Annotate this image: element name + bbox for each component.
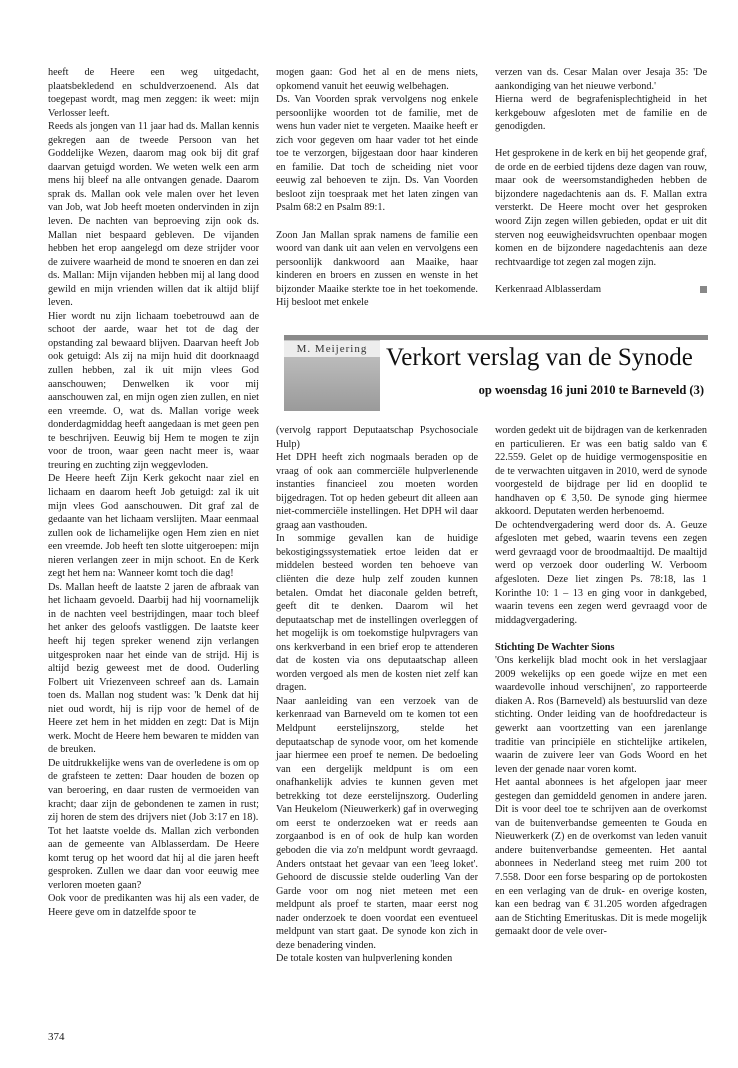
paragraph: Ds. Van Voorden sprak vervolgens nog enkele persoonlijke woorden tot de familie, met de wens hun vader niet te vergeten. Maaike heeft er zich voor gegeven om haar vader tot het einde toe te verzorgen, bijgestaan door haar kinderen en familie. Dat toch de scheiding niet voor eeuwig zal behoeven te zijn. Ds. Van Voorden besloot zijn toespraak met het laten zingen van Psalm 68:2 en Psalm 89:1. bbox=[276, 94, 478, 214]
author-name: M. Meijering bbox=[284, 341, 380, 357]
paragraph: Hierna werd de begrafenisplechtigheid in het kerkgebouw afgesloten met de familie en de genodigden. bbox=[495, 94, 707, 133]
article-title: Verkort verslag van de Synode bbox=[386, 344, 693, 371]
paragraph: In sommige gevallen kan de huidige bekostigingssystematiek ertoe leiden dat er middelen besteed worden ten behoeve van cliënten die deze hulp zelf zouden kunnen betalen. Omdat het diaconale gelden betreft, geeft dit te denken. Daarom wil het deputaatschap met de instellingen overleggen of het mogelijk is om toekomstige hulpvragers van ons kerkverband in een brief erop te attenderen dat de kosten via ons deputaatschap alleen worden vergoed als men de kosten niet zelf kan dragen. bbox=[276, 533, 478, 694]
paragraph: Hier wordt nu zijn lichaam toebetrouwd aan de schoot der aarde, waar het tot de dag der opstanding zal bewaard blijven. Daarvan heeft Job ook getuigd: Als zij na mijn huid dit doorknaagd zullen hebben, zal ik uit mijn vlees God aanschouwen; Denwelken ik voor mij aanschouwen zal, en mijn ogen zien zullen, en niet een vreemde. O, wat ds. Mallan vorige week donderdagmiddag heeft aangedaan is met geen pen te beschrijven. Eeuwig bij Hem te mogen te zijn voor de troon, waar geen nacht meer is, waar treuring en zuchting zijn weggevloden. bbox=[48, 310, 259, 471]
paragraph: mogen gaan: God het al en de mens niets, opkomend vanuit het eeuwig welbehagen. bbox=[276, 67, 478, 92]
paragraph: De Heere heeft Zijn Kerk gekocht naar ziel en lichaam en daarom heeft Job getuigd: zal ik uit mijn vlees God aanschouwen. Dit graf zal de gedaante van het lichaam verslijten. Maar eenmaal zullen ook de lichamelijke ogen Hem zien en niet een vreemde. Job heeft ten slotte uitgeroepen: mijn nieren verlangen zeer in mijn schoot. En de Kerk zegt het hem na: Wanneer komt toch die dag! bbox=[48, 473, 259, 580]
article-column-2 bbox=[276, 66, 478, 310]
signature-text: Kerkenraad Alblasserdam bbox=[495, 283, 602, 295]
article-header bbox=[284, 335, 708, 413]
paragraph: worden gedekt uit de bijdragen van de kerkenraden en particulieren. Er was een batig saldo van € 22.559. Gelet op de huidige vermogenspositie en de te verwachten uitgaven in 2010, werd de synode voorgesteld de bijdrage per lid en dooplid te handhaven op € 3,50. De synode ging hiermee akkoord. Deputaten werden herbenoemd. bbox=[495, 425, 707, 518]
paragraph: Ook voor de predikanten was hij als een vader, de Heere geve om in datzelfde spoor te bbox=[48, 893, 259, 918]
paragraph: De ochtendvergadering werd door ds. A. Geuze afgesloten met gebed, waarin tevens een zegen werd gevraagd voor de broodmaaltijd. De maaltijd werd op verzoek door ouderling W. Verboom afgesloten. Deze liet zingen Ps. 78:18, las 1 Korinthe 10: 1 – 13 en ging voor in dankgebed, waarin tevens een zegen werd gevraagd voor de middagvergadering. bbox=[495, 519, 707, 626]
paragraph: De totale kosten van hulpverlening konden bbox=[276, 953, 453, 965]
paragraph: De uitdrukkelijke wens van de overledene is om op de grafsteen te zetten: Daar houden de bozen op van beroering, en daar rusten de vermoeiden van kracht; daar zijn de gebondenen te zamen in rust; zij horen de stem des drijvers niet (Job 3:17 en 18). bbox=[48, 757, 259, 824]
paragraph: heeft de Heere een weg uitgedacht, plaatsbekledend en schuldverzoenend. Als dat toegepast wordt, mag men zeggen: ik weet: mijn Verlosser leeft. bbox=[48, 67, 259, 119]
paragraph: 'Ons kerkelijk blad mocht ook in het verslagjaar 2009 wekelijks op een goede wijze en met een waardevolle inhoud verschijnen', zo rapporteerde diaken A. Ros (Barneveld) als bestuurslid van deze stichting. Onder leiding van de hoofdredacteur is gewerkt aan voortzetting van een jarenlange traditie van principiële en stichtelijke artikelen, waarin de zuivere leer van Gods Woord en het leven der genade naar voren komt. bbox=[495, 655, 707, 775]
article-column-5 bbox=[495, 424, 707, 939]
paragraph: Tot het laatste voelde ds. Mallan zich verbonden aan de gemeente van Alblasserdam. De Heere komt terug op het woord dat hij al die jaren heeft gesproken. Zullen we daar dan voor eeuwig mee verloren moeten gaan? bbox=[48, 825, 259, 891]
section-heading: Stichting De Wachter Sions bbox=[495, 641, 615, 653]
page-number: 374 bbox=[48, 1031, 65, 1043]
paragraph: Zoon Jan Mallan sprak namens de familie een woord van dank uit aan velen en vervolgens een persoonlijk dankwoord aan Maaike, haar kinderen en broers en zussen en wenste in het bijzonder Maaike sterkte toe in het toekomende. Hij besloot met enkele bbox=[276, 229, 478, 309]
paragraph: Naar aanleiding van een verzoek van de kerkenraad van Barneveld om te komen tot een Meldpunt eerstelijnszorg, stelde het deputaatschap de synode voor, om het komende jaar hiermee een proef te nemen. De bedoeling van een dergelijk meldpunt is om een onafhankelijk advies te kunnen geven met betrekking tot deze eerstelijnszorg. Ouderling Van Heukelom (Nieuwerkerk) gaf in overweging om eerst te onderzoeken wat er reeds aan zorgaanbod is en of ook de hulp kan worden geboden die via zo'n meldpunt wordt gevraagd. Anders ontstaat het gevaar van een 'leeg loket'. Gehoord de discussie stelde ouderling Van der Garde voor om nog niet meteen met een meldpunt als proef te starten, maar eerst nog nader onderzoek te doen voordat een eventueel meldpunt van start gaat. De synode kon zich in deze benadering vinden. bbox=[276, 695, 478, 951]
article-column-1 bbox=[48, 66, 259, 919]
article-column-4 bbox=[276, 424, 478, 966]
paragraph: Het aantal abonnees is het afgelopen jaar meer gestegen dan gemiddeld genomen in andere jaren. Dit is voor deel toe te schrijven aan de overkomst van de buitenverbandse gemeenten te Gouda en Nieuwerkerk (Z) en de overkomst van leden vanuit andere buitenverbandse gemeenten. Het aantal abonnees in Nederland steeg met ruim 200 tot 7.558. Door een forse besparing op de portokosten en een verlaging van de druk- en overige kosten, kan een bedrag van € 31.205 worden afgedragen aan de Stichting Emerituskas. Dit is mede mogelijk gemaakt door de vele over- bbox=[495, 777, 707, 938]
paragraph: Het DPH heeft zich nogmaals beraden op de vraag of ook aan commerciële hulpverlenende instanties financieel zou moeten worden bijgedragen. Tot op heden gebeurt dit alleen aan niet-commerciële instellingen. Het DPH wil daar graag aan vasthouden. bbox=[276, 452, 478, 531]
article-subtitle: op woensdag 16 juni 2010 te Barneveld (3) bbox=[478, 383, 704, 397]
paragraph: verzen van ds. Cesar Malan over Jesaja 35: 'De aankondiging van het nieuwe verbond.' bbox=[495, 67, 707, 92]
paragraph: (vervolg rapport Deputaatschap Psychosociale Hulp) bbox=[276, 425, 478, 450]
paragraph: Ds. Mallan heeft de laatste 2 jaren de afbraak van het lichaam gevoeld. Daarbij had hij voornamelijk in de nachten veel bestrijdingen, maar toch bleef het anker des geloofs vastliggen. De laatste keer heeft hij tegen spreker wenend zijn verlangen uitgesproken naar het einde van de strijd. Hij is altijd bezig geweest met de dood. Ouderling Folbert uit Vriezenveen schreef aan ds. Lamain toen ds. Mallan nog student was: 'k Denk dat hij niet oud wordt, hij is rijp voor de hemel of de Heere zet hem in het midden en zegt: Dat is Mijn werk. Mocht de Heere hem bewaren te midden van de breuken. bbox=[48, 581, 259, 756]
paragraph: Het gesprokene in de kerk en bij het geopende graf, de orde en de eerbied tijdens deze dagen van rouw, maar ook de weersomstandigheden hebben de bijzondere nagedachtenis aan ds. F. Mallan extra versterkt. De Heere mocht over het gesproken woord Zijn zegen willen gebieden, opdat er uit dit sterven nog eeuwigheidsvruchten openbaar mogen komen en de bijzondere nagedachtenis aan deze rechtvaardige tot zegen zal mogen zijn. bbox=[495, 148, 707, 268]
signature bbox=[495, 283, 707, 297]
header-rule bbox=[284, 335, 708, 340]
end-mark-icon bbox=[700, 286, 707, 293]
article-column-3 bbox=[495, 66, 707, 296]
paragraph: Reeds als jongen van 11 jaar had ds. Mallan kennis gekregen aan de tweede Persoon van het Goddelijke Wezen, daarom mag ook bij dit graf daarvan getuigd worden. We weten welk een arm mens hij bleef na alle ontvangen genade. Daarom sprak ds. Mallan ook vele malen over het leven van Job, wat Job heeft moeten ondervinden in zijn leven. De nachten van beproeving zijn ook ds. Mallan niet bespaard gebleven. De vijanden hebben het erop aangelegd om deze strijder voor de zuivere waarheid de mond te snoeren en dan zei ds. Mallan: Mijn vijanden hebben mij al lang dood gewild en mijn vrienden willen dat ik altijd blijf leven. bbox=[48, 121, 259, 309]
